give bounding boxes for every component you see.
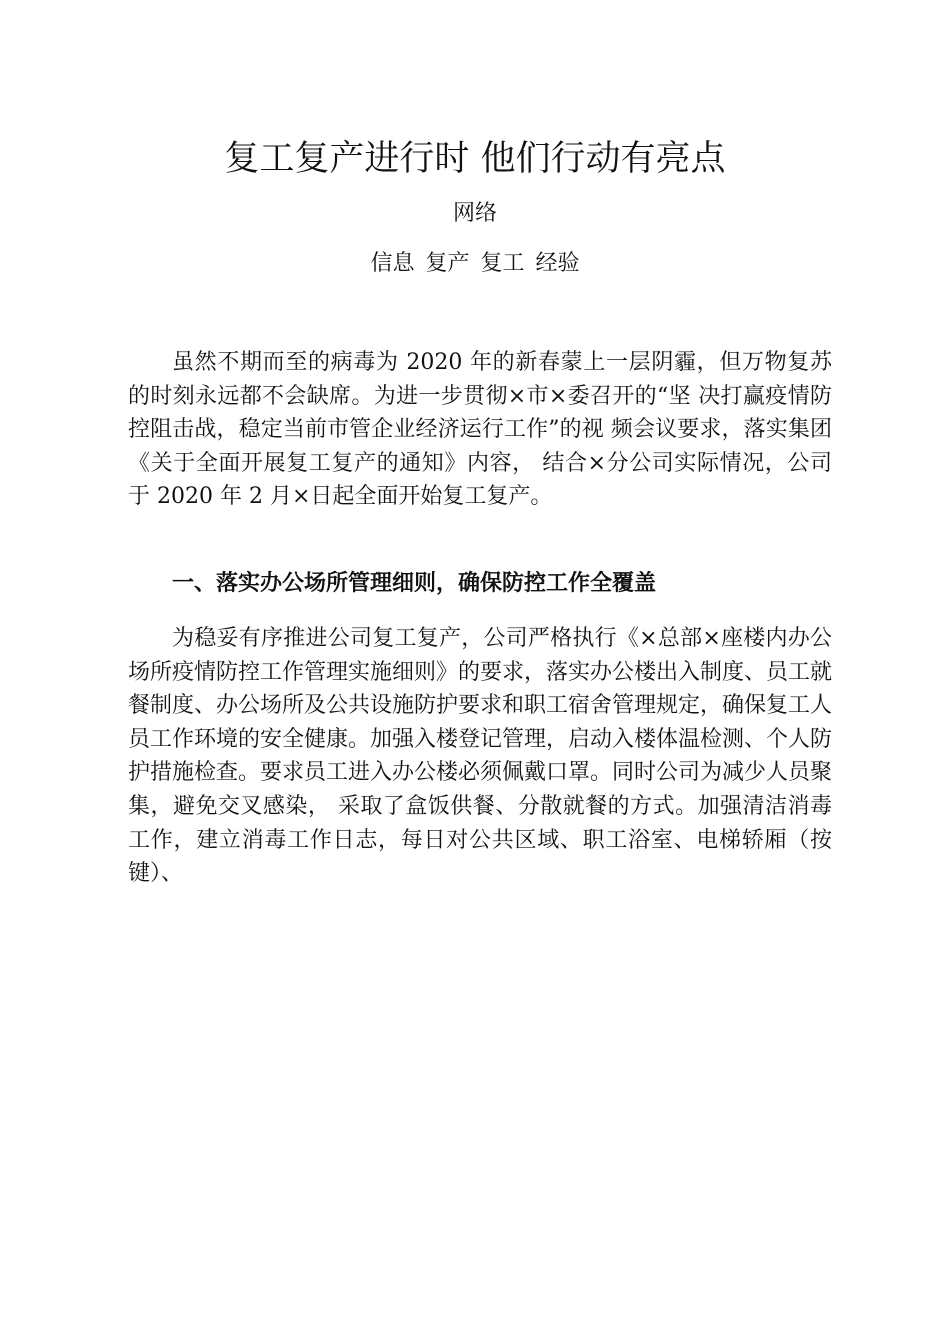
document-title: 复工复产进行时 他们行动有亮点 — [224, 139, 726, 179]
section-heading: 一、落实办公场所管理细则，确保防控工作全覆盖 — [172, 571, 657, 596]
intro-paragraph: 虽然不期而至的病毒为 2020 年的新春蒙上一层阴霾，但万物复苏的时刻永远都不会缺席。为进一步贯彻×市×委召开的“坚 决打赢疫情防控阻击战，稳定当前市管企业经济运行工作”的视 频会议要求，落实集团《关于全面开展复工复产的通知》内容， 结合×分公司实际情况，公司于 2020 年 2 月×日起全面开始复工复产。 — [128, 350, 832, 510]
document-keywords: 信息 复产 复工 经验 — [370, 251, 580, 276]
section-paragraph: 为稳妥有序推进公司复工复产，公司严格执行《×总部×座楼内办公场所疫情防控工作管理实施细则》的要求，落实办公楼出入制度、员工就餐制度、办公场所及公共设施防护要求和职工宿舍管理规定，确保复工人员工作环境的安全健康。加强入楼登记管理，启动入楼体温检测、个人防护措施检查。要求员工进入办公楼必须佩戴口罩。同时公司为减少人员聚集，避免交叉感染， 采取了盒饭供餐、分散就餐的方式。加强清洁消毒工作，建立消毒工作日志，每日对公共区域、职工浴室、电梯轿厢（按键）、 — [128, 626, 833, 887]
document-author: 网络 — [452, 201, 497, 226]
